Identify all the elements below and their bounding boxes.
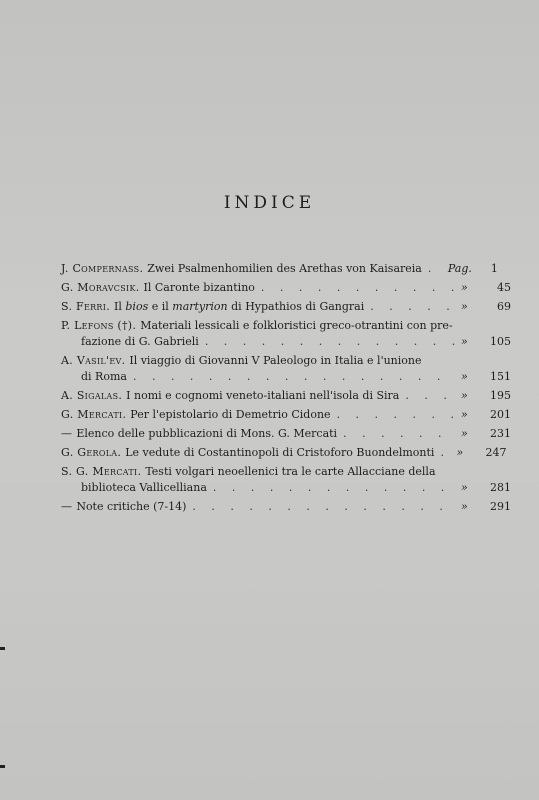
entry-title: Le vedute di Costantinopoli di Cristoforo Buondelmonti xyxy=(125,446,435,459)
table-of-contents xyxy=(61,261,511,518)
entry-title-part: bios xyxy=(125,300,149,313)
entry-title: Note critiche (7-14) xyxy=(76,500,187,513)
toc-entry xyxy=(61,499,511,515)
entry-title-continued: biblioteca Vallicelliana xyxy=(81,481,207,494)
toc-entry xyxy=(61,445,511,461)
entry-page-prefix: » xyxy=(461,300,468,313)
entry-page-number: 151 xyxy=(490,370,511,383)
entry-author: S. G. Mercati. xyxy=(61,465,142,478)
entry-author: G. Moravcsik. xyxy=(61,281,140,294)
entry-page-number: 281 xyxy=(490,481,511,494)
entry-title: Zwei Psalmenhomilien des Arethas von Kaisareia xyxy=(147,262,422,275)
entry-title-continued: fazione di G. Gabrieli xyxy=(81,335,199,348)
entry-title: Per l'epistolario di Demetrio Cidone xyxy=(130,408,331,421)
entry-page-number: 231 xyxy=(490,427,511,440)
entry-author: G. Mercati. xyxy=(61,408,127,421)
entry-author: — xyxy=(61,427,73,440)
entry-title-part: di Hypathios di Gangrai xyxy=(231,300,365,313)
entry-page-number: 195 xyxy=(490,389,511,402)
entry-page-number: 69 xyxy=(497,300,511,313)
page-title: INDICE xyxy=(223,193,316,213)
entry-page-prefix: » xyxy=(461,389,468,402)
entry-title-part: martyrion xyxy=(172,300,228,313)
entry-title: I nomi e cognomi veneto-italiani nell'isola di Sira xyxy=(126,389,400,402)
toc-entry xyxy=(61,299,511,315)
entry-author: A. Sigalas. xyxy=(61,389,123,402)
entry-title: Il Caronte bizantino xyxy=(143,281,255,294)
entry-title-part: e il xyxy=(151,300,169,313)
entry-page-number: 201 xyxy=(490,408,511,421)
entry-page-number: 1 xyxy=(490,262,498,275)
entry-page-prefix: » xyxy=(461,481,468,494)
toc-entry xyxy=(61,464,511,496)
toc-entry xyxy=(61,426,511,442)
entry-author: S. Ferri. xyxy=(61,300,111,313)
entry-author: A. Vasil'ev. xyxy=(61,354,126,367)
toc-entry xyxy=(61,388,511,404)
toc-entry xyxy=(61,407,511,423)
entry-title: Testi volgari neoellenici tra le carte Allacciane della xyxy=(145,465,436,478)
entry-page-prefix: » xyxy=(456,446,464,459)
entry-page-number: 105 xyxy=(490,335,511,348)
page-edge-mark xyxy=(0,765,5,768)
entry-title-continued: di Roma xyxy=(81,370,127,383)
entry-author: — xyxy=(61,500,73,513)
entry-page-prefix: » xyxy=(461,281,468,294)
entry-author: P. Lefons (†). xyxy=(61,319,137,332)
entry-page-number: 291 xyxy=(490,500,511,513)
toc-entry xyxy=(61,261,511,277)
entry-page-number: 45 xyxy=(497,281,511,294)
entry-title: Il viaggio di Giovanni V Paleologo in Italia e l'unione xyxy=(129,354,422,367)
entry-author: J. Compernass. xyxy=(61,262,144,275)
entry-page-prefix: » xyxy=(461,335,468,348)
entry-page-prefix: » xyxy=(461,408,468,421)
entry-title-part: Il xyxy=(114,300,122,313)
entry-page-number: 247 xyxy=(485,446,507,459)
toc-entry xyxy=(61,353,511,385)
toc-entry xyxy=(61,318,511,350)
page-edge-mark xyxy=(0,647,5,650)
entry-page-prefix: Pag. xyxy=(447,262,472,275)
toc-entry xyxy=(61,280,511,296)
entry-page-prefix: » xyxy=(461,500,468,513)
entry-page-prefix: » xyxy=(461,370,468,383)
entry-author: G. Gerola. xyxy=(61,446,122,459)
entry-title: Elenco delle pubblicazioni di Mons. G. Mercati xyxy=(76,427,338,440)
entry-page-prefix: » xyxy=(461,427,468,440)
entry-title: Materiali lessicali e folkloristici greco-otrantini con pre- xyxy=(140,319,453,332)
